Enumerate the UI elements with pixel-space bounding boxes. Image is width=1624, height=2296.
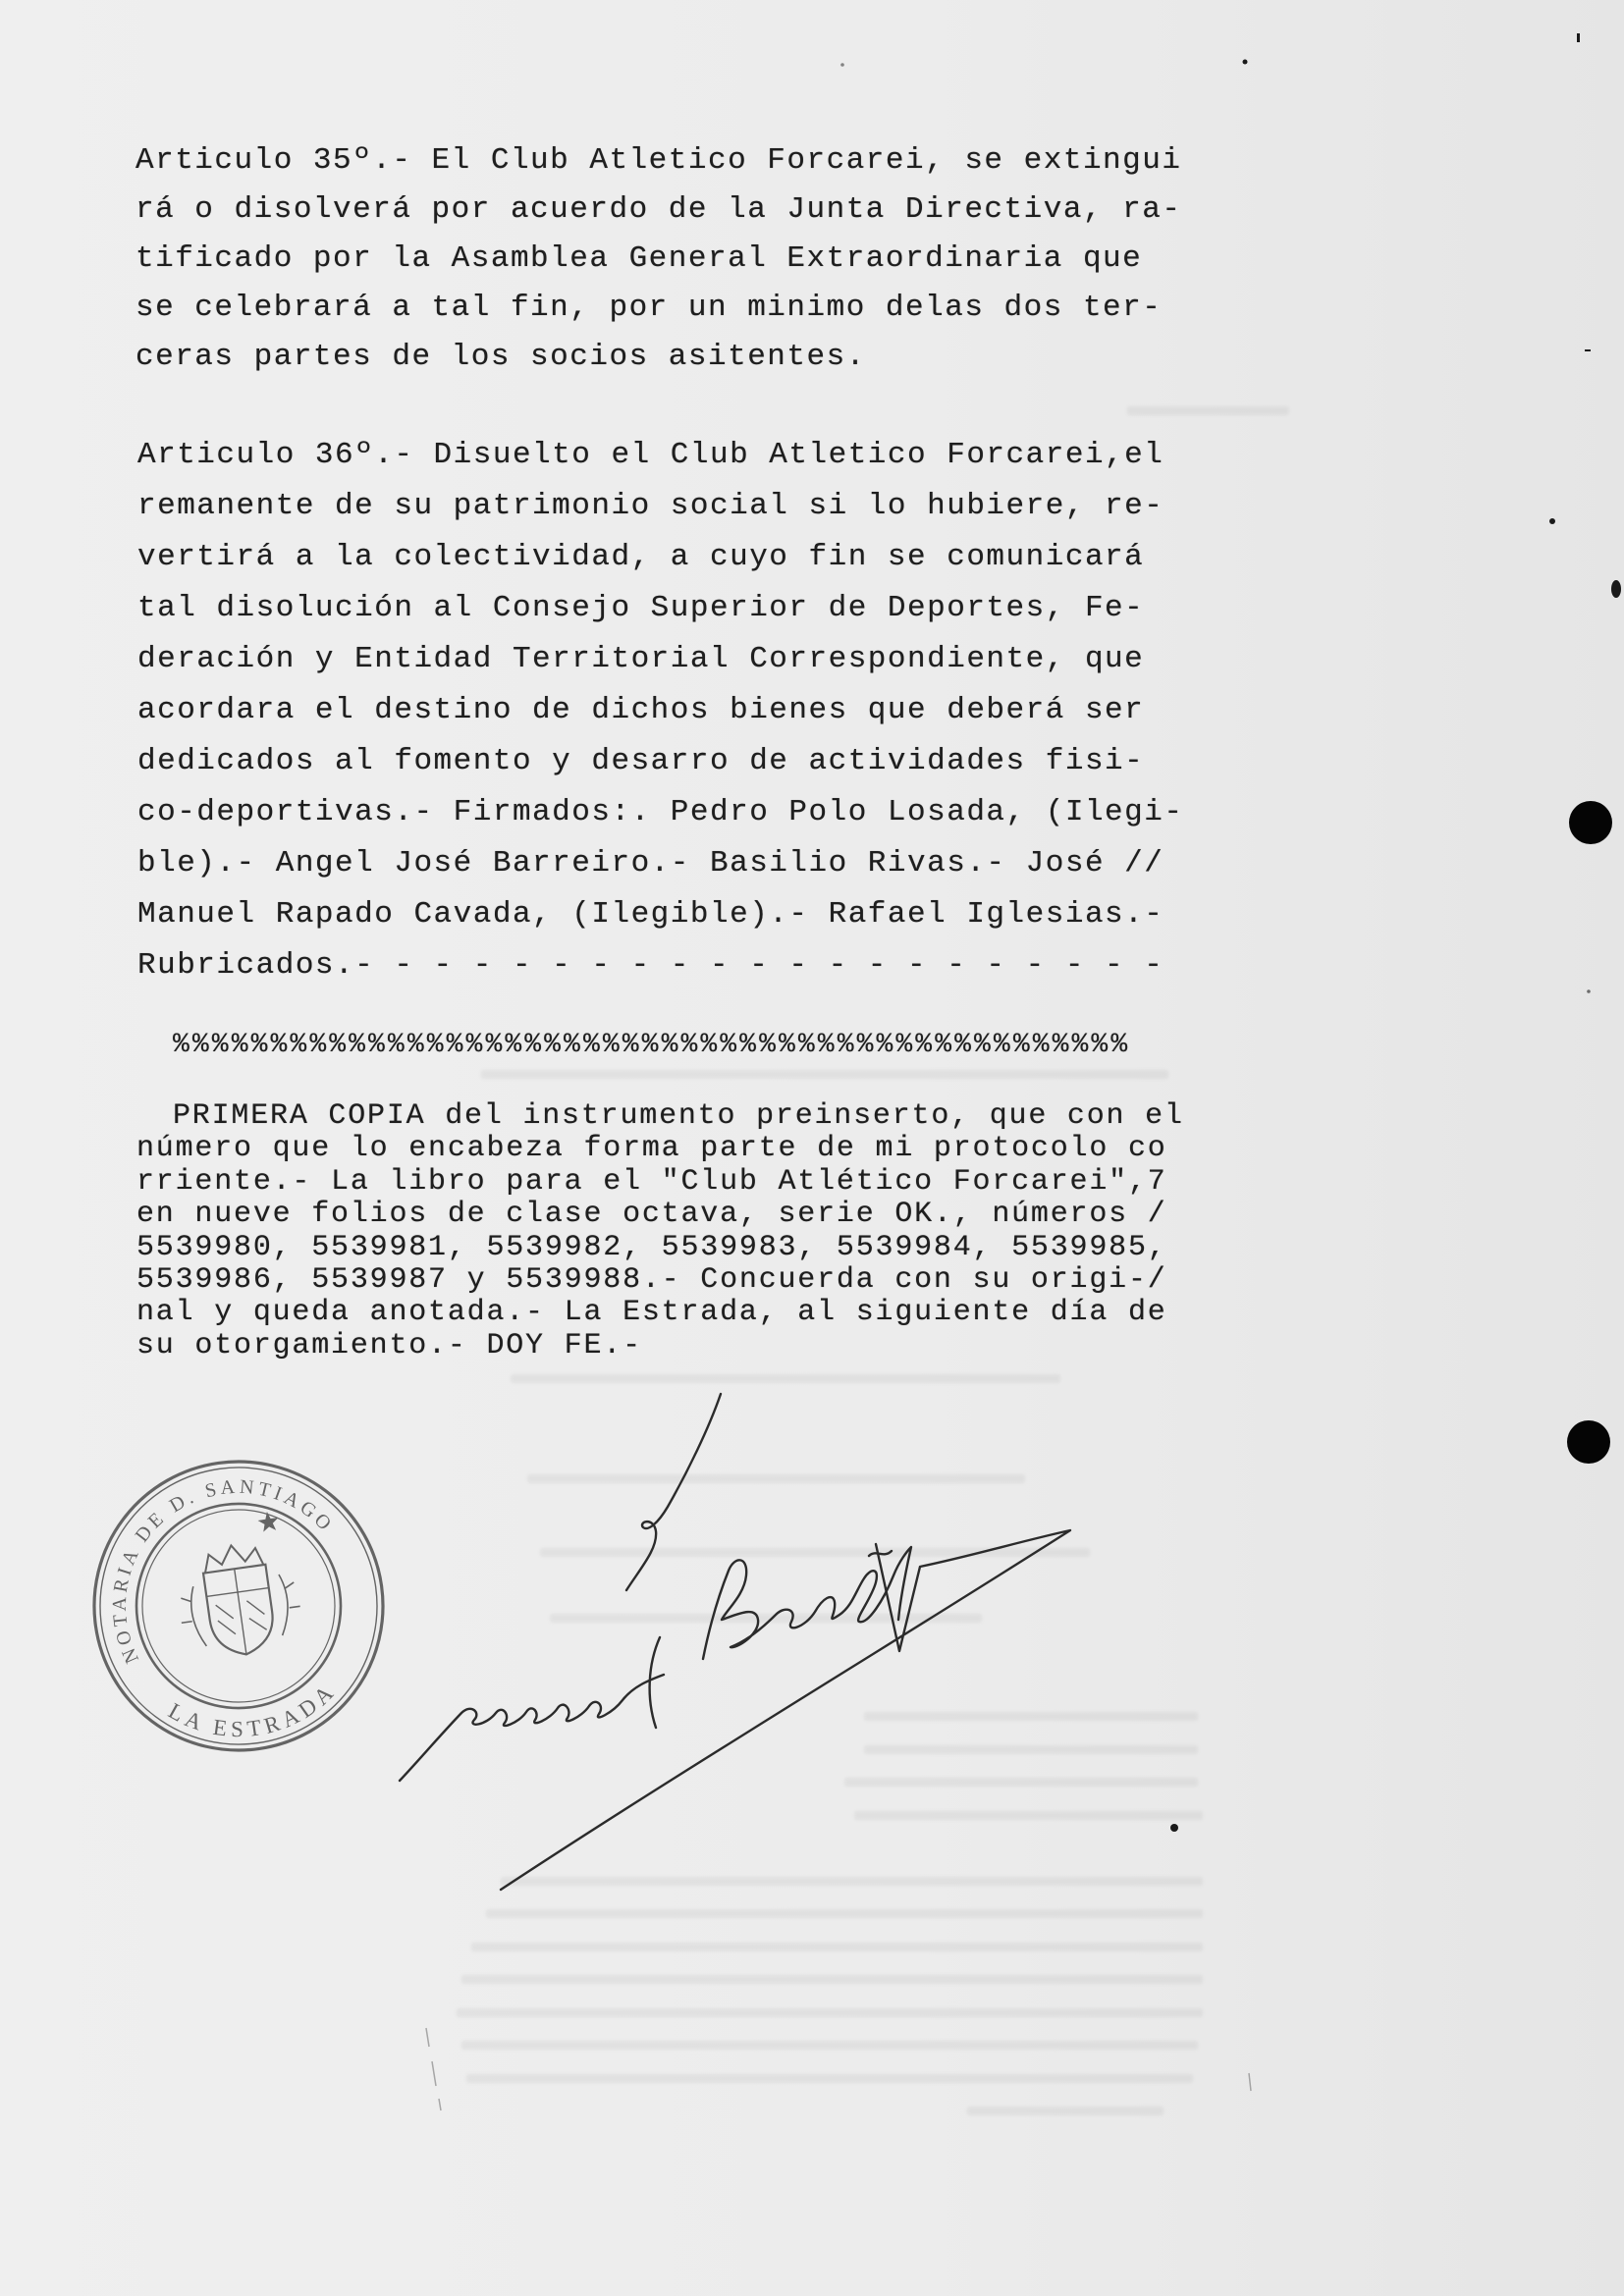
show-through-line [511, 1374, 1060, 1383]
separator-line: %%%%%%%%%%%%%%%%%%%%%%%%%%%%%%%%%%%%%%%%%%%%%%%%% [173, 1030, 1131, 1060]
edge-mark [1585, 349, 1591, 351]
show-through-line [550, 1614, 982, 1623]
show-through-line [1127, 406, 1289, 415]
article-35-line: Articulo 35º.- El Club Atletico Forcarei, se extingui [135, 143, 1182, 178]
certification-line: 5539986, 5539987 y 5539988.- Concuerda con su origi-/ [136, 1263, 1167, 1298]
show-through-line [481, 1070, 1168, 1079]
show-through-line [527, 1474, 1025, 1483]
article-35-line: se celebrará a tal fin, por un minimo delas dos ter- [135, 291, 1163, 325]
speck [1549, 518, 1555, 524]
signature-stroke [400, 1675, 664, 1781]
certification-line: nal y queda anotada.- La Estrada, al siguiente día de [136, 1296, 1167, 1330]
certification-paragraph [136, 1100, 1184, 1362]
article-36-line: deración y Entidad Territorial Correspondiente, que [137, 642, 1145, 676]
seal-bottom-text-path: LA ESTRADA [164, 1677, 342, 1742]
signature-stroke [703, 1547, 911, 1659]
article-36-line: vertirá a la colectividad, a cuyo fin se comunicará [137, 540, 1145, 574]
show-through-line [540, 1548, 1090, 1557]
speck [1587, 989, 1591, 993]
edge-mark [1611, 580, 1621, 598]
article-36-line: Manuel Rapado Cavada, (Ilegible).- Rafael Iglesias.- [137, 897, 1164, 932]
show-through-line [457, 2008, 1203, 2017]
certification-line: rriente.- La libro para el "Club Atlético Forcarei",7 [136, 1164, 1167, 1199]
article-36-line: co-deportivas.- Firmados:. Pedro Polo Losada, (Ilegi- [137, 795, 1184, 829]
article-36-line: dedicados al fomento y desarro de actividades fisi- [137, 744, 1145, 778]
seal-crest-icon [172, 1537, 305, 1663]
article-36-line: Articulo 36º.- Disuelto el Club Atletico Forcarei,el [137, 438, 1164, 472]
punch-hole [1569, 801, 1612, 844]
show-through-line [486, 1909, 1203, 1918]
show-through-line [864, 1712, 1198, 1721]
speck [1243, 60, 1248, 65]
edge-mark [1577, 33, 1580, 42]
seal-inner-ring [124, 1491, 354, 1722]
percent-separator [173, 1029, 1130, 1062]
speck [840, 63, 844, 67]
show-through-line [864, 1745, 1198, 1754]
faint-mark [426, 2028, 441, 2110]
article-36-line: ble).- Angel José Barreiro.- Basilio Rivas.- José // [137, 846, 1164, 881]
signature-stroke [626, 1394, 721, 1590]
article-35-line: rá o disolverá por acuerdo de la Junta Directiva, ra- [135, 192, 1182, 227]
show-through-line [471, 1943, 1203, 1951]
speck [1170, 1824, 1178, 1832]
article-36-line: acordara el destino de dichos bienes que deberá ser [137, 693, 1145, 727]
signature-flourish [501, 1530, 1070, 1890]
seal-bottom-text [162, 1676, 347, 1753]
show-through-line [466, 2074, 1193, 2083]
show-through-line [461, 1975, 1203, 1984]
article-35 [135, 136, 1181, 382]
show-through-line [844, 1778, 1198, 1787]
certification-line: PRIMERA COPIA del instrumento preinserto, que con el [173, 1099, 1184, 1133]
article-36-line: remanente de su patrimonio social si lo hubiere, re- [137, 489, 1164, 523]
certification-line: número que lo encabeza forma parte de mi protocolo co [136, 1132, 1167, 1166]
article-36-line: tal disolución al Consejo Superior de Deportes, Fe- [137, 591, 1145, 625]
seal-outer-ring [76, 1443, 402, 1769]
seal-top-text-path: NOTARIA DE D. SANTIAGO [108, 1475, 339, 1667]
show-through-line [967, 2107, 1164, 2115]
show-through-line [461, 2041, 1198, 2050]
seal-outer-ring-inner [82, 1450, 396, 1763]
article-35-line: tificado por la Asamblea General Extraordinaria que [135, 241, 1143, 276]
faint-mark [1249, 2073, 1251, 2091]
article-35-line: ceras partes de los socios asitentes. [135, 340, 866, 374]
show-through-line [501, 1877, 1203, 1886]
punch-hole [1567, 1420, 1610, 1464]
show-through-line [854, 1811, 1203, 1820]
notary-seal [76, 1443, 402, 1769]
article-36-line: Rubricados.- - - - - - - - - - - - - - - - - - - - - [137, 948, 1164, 983]
certification-line: 5539980, 5539981, 5539982, 5539983, 5539984, 5539985, [136, 1230, 1167, 1264]
signature-stroke [650, 1637, 660, 1728]
certification-line: en nueve folios de clase octava, serie OK., números / [136, 1198, 1167, 1232]
seal-star-icon [257, 1511, 281, 1533]
article-36 [137, 430, 1183, 991]
seal-top-text [92, 1462, 354, 1667]
seal-inner-ring-inner [130, 1497, 347, 1714]
certification-line: su otorgamiento.- DOY FE.- [136, 1328, 642, 1362]
